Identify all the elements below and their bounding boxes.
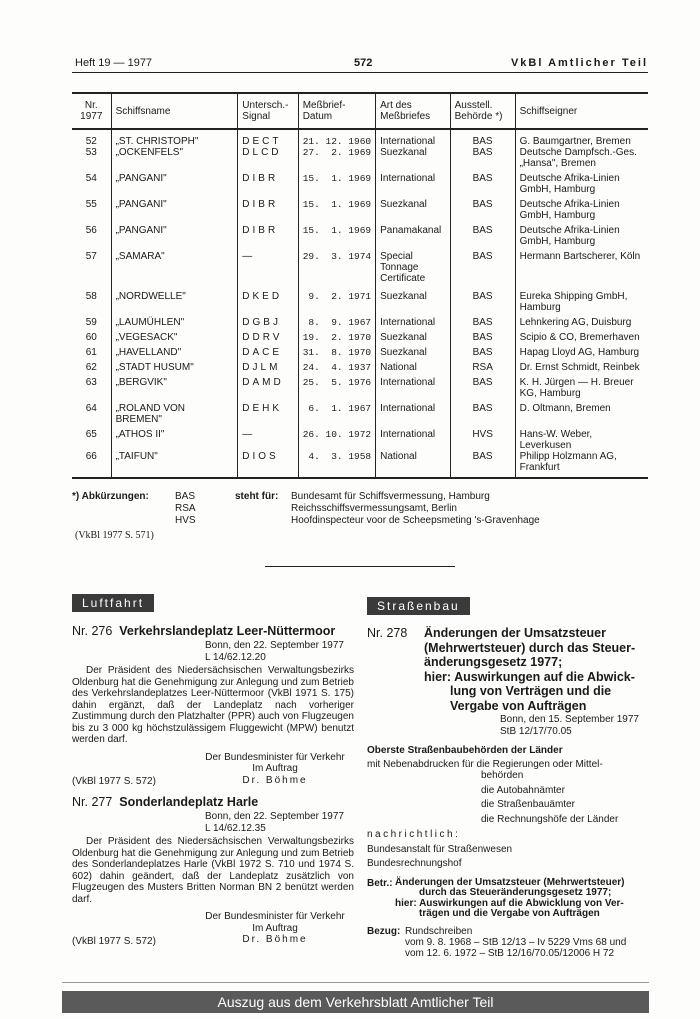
betr-line: Änderungen der Umsatzsteuer (Mehrwertsteuer)	[395, 876, 625, 888]
page-header-publication: VkBl Amtlicher Teil	[510, 57, 648, 69]
col-header-authority: Ausstell. Behörde *)	[450, 93, 515, 129]
table-row	[72, 173, 648, 199]
cell-certificate-type: Special Tonnage Certificate	[376, 251, 451, 291]
bezug-text	[405, 926, 649, 959]
cell-ship-name: „STADT HUSUM"	[111, 362, 238, 377]
cell-authority: BAS	[450, 251, 515, 291]
col-header-owner: Schiffseigner	[515, 93, 648, 129]
cell-ship-name: „PANGANI"	[111, 199, 238, 225]
cell-authority: BAS	[450, 225, 515, 251]
cell-ship-name: „OCKENFELS"	[111, 147, 238, 173]
ship-table	[72, 92, 648, 479]
cell-owner: Eureka Shipping GmbH, Hamburg	[515, 291, 648, 317]
cell-authority: RSA	[450, 362, 515, 377]
notice-278	[367, 626, 649, 959]
cc-item: die Straßenbauämter	[481, 799, 575, 810]
cell-authority: BAS	[450, 147, 515, 173]
signature-name: Dr. Böhme	[242, 934, 308, 945]
notice-278-heading	[367, 626, 649, 713]
cell-ship-name: „ST. CHRISTOPH"	[111, 129, 238, 147]
table-row	[72, 332, 648, 347]
cell-nr: 65	[85, 429, 97, 440]
cell-signal: —	[238, 429, 298, 451]
cell-date: 15. 1. 1969	[298, 173, 375, 199]
cell-certificate-type: International	[376, 173, 451, 199]
signature-im-auftrag: Im Auftrag	[252, 763, 298, 774]
cell-owner: D. Oltmann, Bremen	[515, 403, 648, 429]
notice-277	[72, 795, 354, 947]
cell-date: 24. 4. 1937	[298, 362, 375, 377]
table-row	[72, 225, 648, 251]
cell-authority: BAS	[450, 199, 515, 225]
cell-authority: BAS	[450, 173, 515, 199]
cell-owner: Philipp Holzmann AG, Frankfurt	[515, 451, 648, 478]
notice-276-number: Nr. 276	[72, 624, 113, 638]
signature-authority: Der Bundesminister für Verkehr	[205, 751, 345, 763]
title-line: änderungsgesetz 1977;	[424, 655, 563, 669]
abbreviation-meanings	[291, 491, 540, 527]
cell-date: 6. 1. 1967	[298, 403, 375, 429]
cell-owner: Hans-W. Weber, Leverkusen	[515, 429, 648, 451]
section-tag-luftfahrt: Luftfahrt	[72, 594, 154, 612]
cell-certificate-type: International	[376, 403, 451, 429]
cell-ship-name: „NORDWELLE"	[111, 291, 238, 317]
cell-signal: DKED	[238, 291, 298, 317]
cell-ship-name: „SAMARA"	[111, 251, 238, 291]
cell-certificate-type: National	[376, 451, 451, 478]
cell-owner: Scipio & CO, Bremerhaven	[515, 332, 648, 347]
notice-278-nachr-1: Bundesanstalt für Straßenwesen	[367, 843, 513, 855]
notice-276-reference: (VkBl 1977 S. 572)	[72, 776, 156, 787]
cell-owner: Deutsche Afrika-Linien GmbH, Hamburg	[515, 173, 648, 199]
cell-date: 27. 2. 1969	[298, 147, 375, 173]
table-row	[72, 451, 648, 478]
bezug-line: vom 9. 8. 1968 – StB 12/13 – Iv 5229 Vms 68 und	[405, 936, 627, 948]
cell-nr: 53	[85, 147, 97, 158]
cell-owner: K. H. Jürgen — H. Breuer KG, Hamburg	[515, 377, 648, 403]
cell-date: 15. 1. 1969	[298, 225, 375, 251]
table-row	[72, 377, 648, 403]
notice-278-nachrichtlich: nachrichtlich:	[367, 829, 461, 840]
cell-signal: DIOS	[238, 451, 298, 478]
cell-nr: 57	[85, 251, 97, 262]
cell-date: 31. 8. 1970	[298, 347, 375, 362]
steht-fuer-label: steht für:	[235, 491, 279, 502]
cell-authority: BAS	[450, 291, 515, 317]
cell-ship-name: „LAUMÜHLEN"	[111, 317, 238, 332]
cell-nr: 60	[85, 332, 97, 343]
notice-277-title: Sonderlandeplatz Harle	[119, 795, 259, 809]
cell-authority: BAS	[450, 451, 515, 478]
table-row	[72, 429, 648, 451]
title-line: (Mehrwertsteuer) durch das Steuer-	[424, 640, 636, 655]
cc-item: die Rechnungshöfe der Länder	[481, 813, 619, 825]
title-line: hier: Auswirkungen auf die Abwick-	[424, 669, 635, 684]
cell-authority: BAS	[450, 377, 515, 403]
cell-ship-name: „BERGVIK"	[111, 377, 238, 403]
footer-rule	[62, 982, 649, 983]
cell-certificate-type: International	[376, 317, 451, 332]
abbreviation-code: BAS	[175, 491, 196, 502]
cell-signal: DACE	[238, 347, 298, 362]
table-row	[72, 251, 648, 291]
table-row	[72, 129, 648, 147]
cell-ship-name: „ROLAND VON BREMEN"	[111, 403, 238, 429]
cell-nr: 62	[85, 362, 97, 373]
cell-ship-name: „HAVELLAND"	[111, 347, 238, 362]
cell-nr: 54	[85, 173, 97, 184]
cell-signal: —	[238, 251, 298, 291]
title-line: Vergabe von Aufträgen	[450, 698, 587, 713]
section-tag-strassenbau: Straßenbau	[367, 597, 470, 615]
notice-276-title: Verkehrslandeplatz Leer-Nüttermoor	[119, 624, 336, 638]
notice-278-cc-intro: mit Nebenabdrucken für die Regierungen oder Mittel-	[367, 758, 603, 770]
table-header-row	[72, 93, 648, 129]
cell-date: 4. 3. 1958	[298, 451, 375, 478]
notice-277-body: Der Präsident des Niedersächsischen Verwaltungsbezirks Oldenburg hat die Genehmigung zur Anlegung und zum Betrieb des Sonderlandeplatzes Harle (VkBl 1972 S. 710 und 1974 S. 602) dahin geändert, daß der Landeplatz zusätzlich von Flugzeugen des Musters Britten Norman BN 2 benützt werden darf.	[72, 836, 354, 905]
cell-ship-name: „TAIFUN"	[111, 451, 238, 478]
notice-278-bezug	[367, 926, 649, 959]
col-header-nr: Nr. 1977	[72, 93, 111, 129]
notice-278-date: Bonn, den 15. September 1977	[500, 714, 639, 725]
col-header-type: Art des Meßbriefes	[376, 93, 451, 129]
left-column	[72, 596, 354, 610]
notice-276-body: Der Präsident des Niedersächsischen Verwaltungsbezirks Oldenburg hat die Genehmigung zur Anlegung und zum Betrieb des Verkehrslandeplatzes Leer-Nüttermoor (VkBl 1971 S. 175) dahin ergänzt, daß der Landeplatz nach vorheriger Zustimmung durch den Platzhalter (PPR) auch von Flugzeugen bis zu 3 000 kg höchstzulässigem Fluggewicht (MPW) benutzt werden darf.	[72, 665, 354, 745]
cell-nr: 64	[85, 403, 97, 414]
cell-certificate-type: Suezkanal	[376, 347, 451, 362]
cell-signal: DLCD	[238, 147, 298, 173]
notice-278-betr	[367, 878, 649, 920]
cell-signal: DIBR	[238, 225, 298, 251]
cell-date: 29. 3. 1974	[298, 251, 375, 291]
cc-item: behörden	[481, 770, 524, 781]
cell-date: 15. 1. 1969	[298, 199, 375, 225]
table-row	[72, 147, 648, 173]
cell-date: 26. 10. 1972	[298, 429, 375, 451]
cell-owner: Lehnkering AG, Duisburg	[515, 317, 648, 332]
notice-278-cc-list	[481, 770, 649, 825]
header-rule	[72, 72, 648, 73]
cell-signal: DJLM	[238, 362, 298, 377]
signature-name: Dr. Böhme	[242, 774, 308, 786]
cell-owner: Hapag Lloyd AG, Hamburg	[515, 347, 648, 362]
col-header-name: Schiffsname	[111, 93, 238, 129]
title-line: Änderungen der Umsatzsteuer	[424, 626, 606, 640]
notice-278-number: Nr. 278	[367, 626, 408, 640]
abbreviation-code: HVS	[175, 515, 196, 526]
table-row	[72, 317, 648, 332]
page-number: 572	[354, 57, 373, 69]
cell-date: 21. 12. 1960	[298, 129, 375, 147]
cell-authority: BAS	[450, 403, 515, 429]
cell-nr: 55	[85, 199, 97, 210]
cell-certificate-type: Suezkanal	[376, 199, 451, 225]
cell-nr: 63	[85, 377, 97, 388]
table-row	[72, 403, 648, 429]
cell-authority: BAS	[450, 332, 515, 347]
bezug-line: Rundschreiben	[405, 925, 473, 937]
notice-278-title	[424, 626, 649, 713]
cell-nr: 59	[85, 317, 97, 328]
cell-certificate-type: International	[376, 429, 451, 451]
betr-line: durch das Steueränderungsgesetz 1977;	[419, 887, 612, 898]
abbreviation-code: RSA	[175, 503, 196, 514]
cell-owner: Hermann Bartscherer, Köln	[515, 251, 648, 291]
abbreviations-reference: (VkBl 1977 S. 571)	[75, 530, 154, 541]
abbreviation-meaning: Hoofdinspecteur voor de Scheepsmeting 's-Gravenhage	[291, 515, 540, 526]
betr-label: Betr.:	[367, 877, 393, 889]
cell-owner: Deutsche Dampfsch.-Ges. „Hansa", Bremen	[515, 147, 648, 173]
bezug-label: Bezug:	[367, 925, 401, 937]
table-row	[72, 291, 648, 317]
abbreviations-label: *) Abkürzungen:	[72, 491, 149, 502]
cell-signal: DGBJ	[238, 317, 298, 332]
cell-owner: Dr. Ernst Schmidt, Reinbek	[515, 362, 648, 377]
betr-line: trägen und die Vergabe von Aufträgen	[419, 908, 600, 919]
abbreviation-codes	[175, 491, 196, 527]
cell-signal: DAMD	[238, 377, 298, 403]
cell-signal: DDRV	[238, 332, 298, 347]
cell-ship-name: „ATHOS II"	[111, 429, 238, 451]
cell-authority: BAS	[450, 347, 515, 362]
cell-certificate-type: National	[376, 362, 451, 377]
abbreviation-meaning: Bundesamt für Schiffsvermessung, Hamburg	[291, 491, 490, 502]
notice-276	[72, 624, 354, 788]
cell-date: 25. 5. 1976	[298, 377, 375, 403]
cell-ship-name: „PANGANI"	[111, 225, 238, 251]
notice-277-number: Nr. 277	[72, 795, 113, 809]
cell-date: 8. 9. 1967	[298, 317, 375, 332]
cell-nr: 52	[85, 136, 97, 147]
col-header-date: Meßbrief- Datum	[298, 93, 375, 129]
abbreviation-meaning: Reichsschiffsvermessungsamt, Berlin	[291, 503, 457, 514]
cell-certificate-type: International	[376, 129, 451, 147]
cell-nr: 56	[85, 225, 97, 236]
table-row	[72, 199, 648, 225]
signature-im-auftrag: Im Auftrag	[252, 922, 298, 934]
table-row	[72, 347, 648, 362]
notice-278-recipient: Oberste Straßenbaubehörden der Länder	[367, 745, 563, 756]
cell-signal: DIBR	[238, 199, 298, 225]
table-row	[72, 362, 648, 377]
cell-owner: Deutsche Afrika-Linien GmbH, Hamburg	[515, 225, 648, 251]
cell-certificate-type: Suezkanal	[376, 147, 451, 173]
betr-line: hier: Auswirkungen auf die Abwicklung von Ver-	[395, 897, 624, 909]
cell-certificate-type: Panamakanal	[376, 225, 451, 251]
section-separator	[265, 566, 455, 567]
footer-banner: Auszug aus dem Verkehrsblatt Amtlicher Teil	[62, 991, 649, 1013]
cell-nr: 61	[85, 347, 97, 358]
notice-276-ref: L 14/62.12.20	[205, 651, 266, 663]
signature-authority: Der Bundesminister für Verkehr	[205, 911, 345, 922]
cell-date: 9. 2. 1971	[298, 291, 375, 317]
cell-signal: DIBR	[238, 173, 298, 199]
notice-277-ref: L 14/62.12.35	[205, 822, 266, 834]
title-line: lung von Verträgen und die	[450, 684, 612, 698]
cell-authority: HVS	[450, 429, 515, 451]
cc-item: die Autobahnämter	[481, 784, 565, 796]
bezug-line: vom 12. 6. 1972 – StB 12/16/70.05/12006 H 72	[405, 947, 615, 959]
cell-signal: DECT	[238, 129, 298, 147]
notice-278-nachr-2: Bundesrechnungshof	[367, 858, 462, 869]
cell-date: 19. 2. 1970	[298, 332, 375, 347]
right-column	[367, 599, 649, 613]
notice-276-heading	[72, 624, 354, 638]
cell-certificate-type: Suezkanal	[376, 291, 451, 317]
cell-nr: 58	[85, 291, 97, 302]
cell-certificate-type: International	[376, 377, 451, 403]
notice-277-reference: (VkBl 1977 S. 572)	[72, 935, 156, 947]
cell-authority: BAS	[450, 129, 515, 147]
col-header-signal: Untersch.- Signal	[238, 93, 298, 129]
notice-278-ref: StB 12/17/70.05	[500, 725, 572, 737]
betr-text	[395, 878, 649, 920]
notice-276-date: Bonn, den 22. September 1977	[205, 640, 344, 651]
cell-authority: BAS	[450, 317, 515, 332]
notice-277-date: Bonn, den 22. September 1977	[205, 811, 344, 822]
cell-ship-name: „PANGANI"	[111, 173, 238, 199]
notice-277-heading	[72, 795, 354, 809]
cell-owner: Deutsche Afrika-Linien GmbH, Hamburg	[515, 199, 648, 225]
cell-owner: G. Baumgartner, Bremen	[515, 129, 648, 147]
page-header-issue: Heft 19 — 1977	[75, 57, 153, 69]
cell-certificate-type: Suezkanal	[376, 332, 451, 347]
cell-nr: 66	[72, 451, 111, 478]
cell-signal: DEHK	[238, 403, 298, 429]
cell-ship-name: „VEGESACK"	[111, 332, 238, 347]
